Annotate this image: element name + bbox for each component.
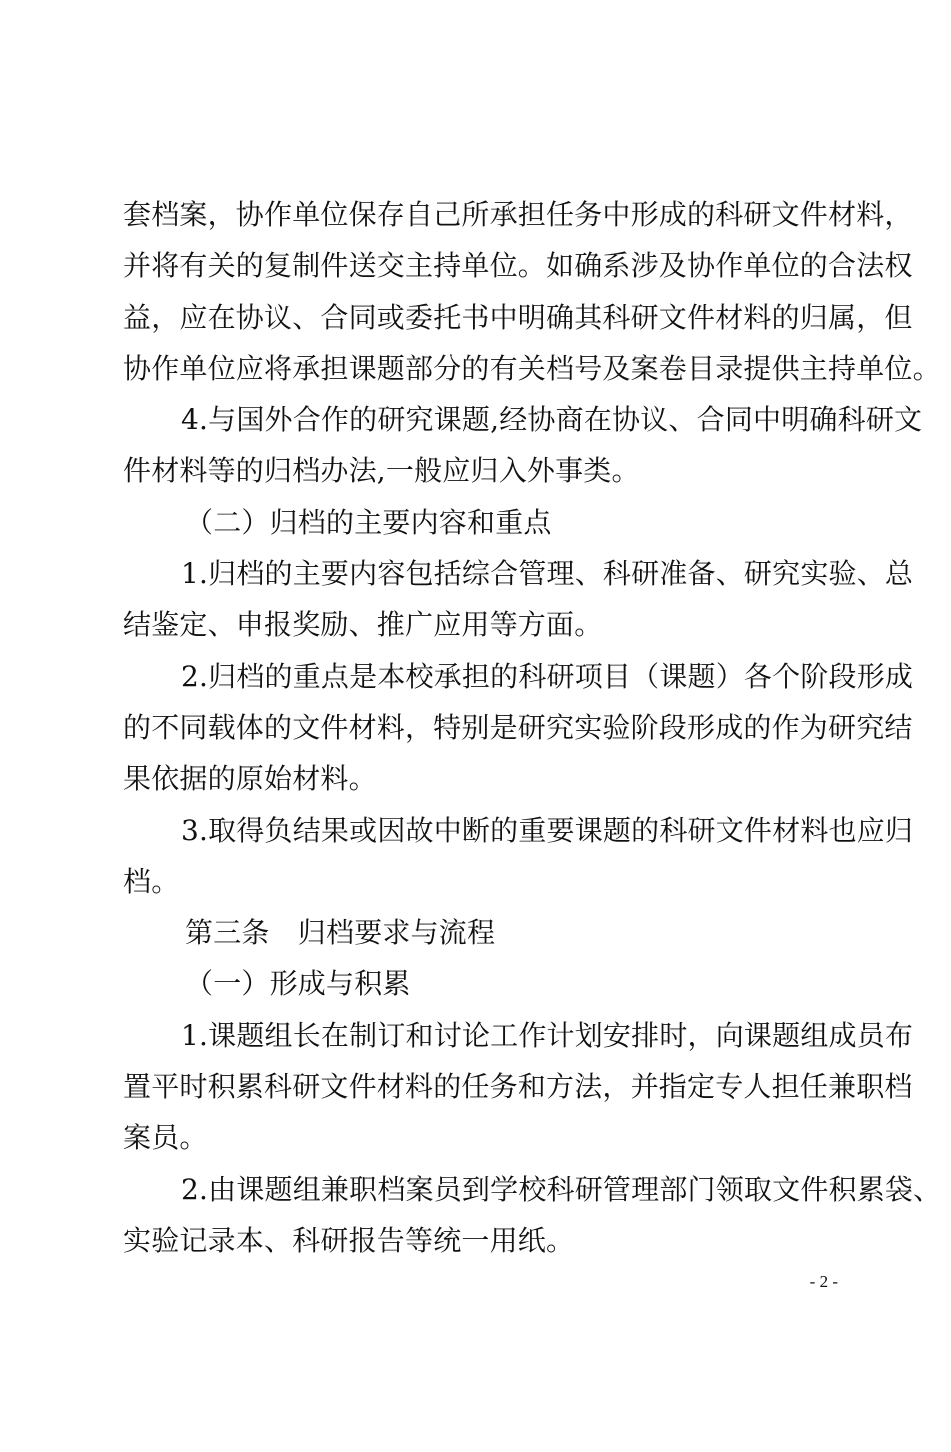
text-line: （一）形成与积累 <box>185 967 411 1001</box>
text-line: 果依据的原始材料。 <box>123 762 377 796</box>
text-line: 协作单位应将承担课题部分的有关档号及案卷目录提供主持单位。 <box>123 351 941 385</box>
text-line: 实验记录本、科研报告等统一用纸。 <box>123 1223 575 1257</box>
text-line: 3.取得负结果或因故中断的重要课题的科研文件材料也应归 <box>181 813 914 847</box>
paragraph-continuation <box>123 189 941 394</box>
article-heading-3 <box>123 907 843 958</box>
paragraph-item-4 <box>123 394 923 497</box>
text-line: 结鉴定、申报奖励、推广应用等方面。 <box>123 608 603 642</box>
text-line: 套档案，协作单位保存自己所承担任务中形成的科研文件材料， <box>123 198 913 231</box>
paragraph-item-1 <box>123 548 914 651</box>
document-body <box>123 189 942 1266</box>
section-heading-2 <box>123 497 843 548</box>
text-line: 2.归档的重点是本校承担的科研项目（课题）各个阶段形成 <box>181 659 914 693</box>
text-line: 档。 <box>123 864 180 898</box>
text-line: 并将有关的复制件送交主持单位。如确系涉及协作单位的合法权 <box>123 249 913 283</box>
text-line: 第三条 归档要求与流程 <box>185 916 496 950</box>
page-number: - 2 - <box>809 1272 838 1291</box>
text-line: 4.与国外合作的研究课题,经协商在协议、合同中明确科研文 <box>181 403 923 437</box>
text-line: （二）归档的主要内容和重点 <box>185 505 552 539</box>
section-heading-1 <box>123 958 843 1009</box>
text-line: 1.课题组长在制订和讨论工作计划安排时，向课题组成员布 <box>181 1018 914 1052</box>
text-line: 益，应在协议、合同或委托书中明确其科研文件材料的归属，但 <box>123 300 913 334</box>
paragraph-item-1b <box>123 1010 914 1164</box>
paragraph-item-2 <box>123 651 914 805</box>
text-line: 的不同载体的文件材料，特别是研究实验阶段形成的作为研究结 <box>123 710 913 744</box>
text-line: 置平时积累科研文件材料的任务和方法，并指定专人担任兼职档 <box>123 1070 913 1104</box>
text-line: 1.归档的主要内容包括综合管理、科研准备、研究实验、总 <box>181 557 914 591</box>
text-line: 件材料等的归档办法,一般应归入外事类。 <box>123 454 640 488</box>
text-line: 案员。 <box>123 1121 208 1155</box>
text-line: 2.由课题组兼职档案员到学校科研管理部门领取文件积累袋、 <box>181 1172 942 1206</box>
paragraph-item-3 <box>123 805 914 908</box>
paragraph-item-2b <box>123 1164 942 1267</box>
